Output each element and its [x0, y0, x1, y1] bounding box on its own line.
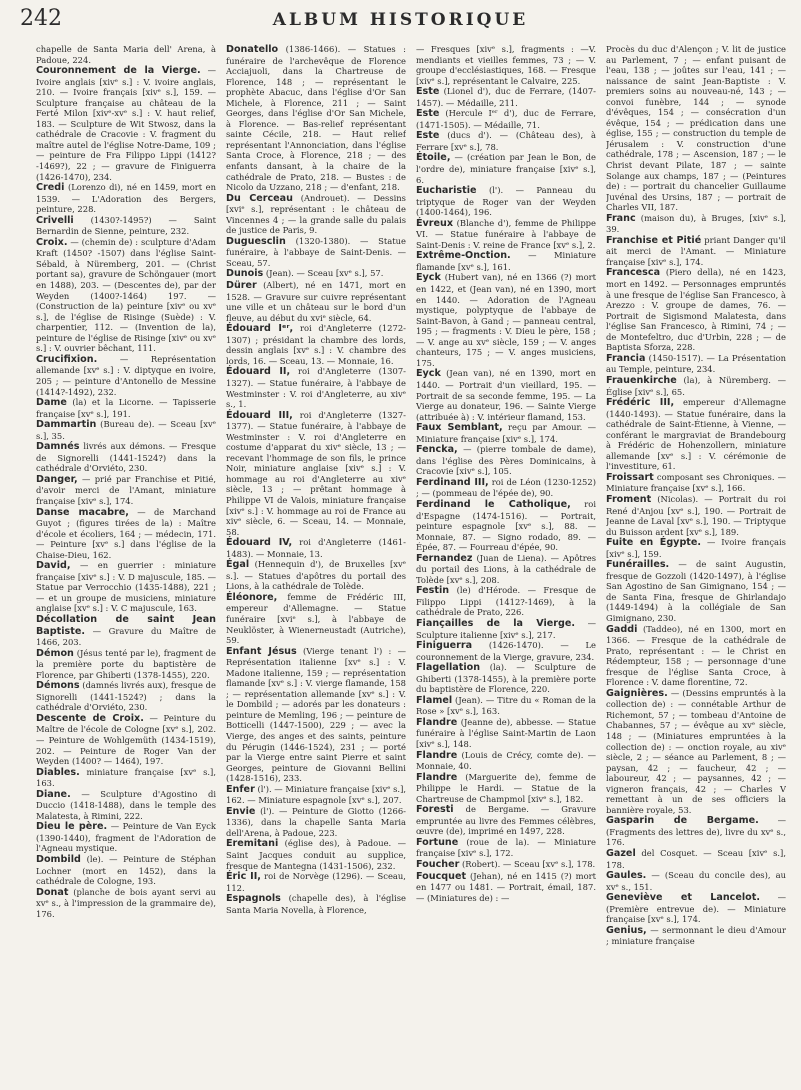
entry-heading: Frédéric III, — [606, 397, 675, 409]
index-entry — [36, 65, 216, 182]
entry-body: (Bureau de). — Sceau [xvᵉ s.], 35. — [36, 419, 216, 441]
entry-body: — prié par Franchise et Pitié, d'avoir merci de l'Amant, miniature française [xivᵉ s.], 174. — [36, 473, 216, 506]
entry-body: roi d'Angleterre (1327-1377). — Statue funéraire, à l'abbaye de Westminster : V. roi d'Angleterre en costume d'apparat du xivᵉ siècle, 13 ; — recevant l'hommage de son fils, le prince Noir, miniature anglaise [xivᵉ s.] : V. hommage au roi d'Angleterre au xivᵉ siècle, 13 ; — prêtant hommage à Philippe VI de Valois, miniature française [xivᵉ s.] : V. hommage au roi de France au xivᵉ siècle, 6. — Sceau, 14. — Monnaie, 58. — [226, 409, 406, 537]
entry-body: (la), à Nüremberg. — Église [xivᵉ s.], 65. — [606, 374, 786, 397]
entry-body: — Gravure du Maître de 1466, 203. — [36, 625, 216, 648]
entry-body: (Piero della), né en 1423, mort en 1492. — Personnages empruntés à une fresque de l'église San Francesco, à Arezzo : V. groupe de dames, 76. — Portrait de Sigismond Malatesta, dans l'église San Francesco, à Rimini, 74 ; — de Montefeltro, duc d'Urbin, 228 ; — de Baptista Sforza, 228. — [606, 267, 786, 353]
index-entry — [606, 925, 786, 947]
entry-heading: Édouard II, — [226, 366, 291, 378]
index-entry — [416, 585, 596, 618]
entry-heading: Gaignières. — [606, 687, 668, 699]
entry-body: (1450-1517). — La Présentation au Temple, peinture, 234. — [606, 352, 786, 375]
entry-body: (la) et la Licorne. — Tapisserie française [xvᵉ s.], 191. — [36, 397, 216, 419]
index-entry — [416, 553, 596, 586]
entry-heading: Damnés — [36, 441, 80, 453]
entry-heading: Eucharistie — [416, 185, 477, 197]
entry-body: (Jésus tenté par le), fragment de la première porte du baptistère de Florence, par Ghiberti (1378-1455), 220. — [36, 647, 216, 680]
index-entry — [36, 419, 216, 441]
index-entry — [226, 44, 406, 193]
index-entry — [416, 640, 596, 662]
entry-body: (Hennequin d'), de Bruxelles [xvᵉ s.]. — Statues d'apôtres du portail des Lions, à la cathédrale de Tolède. — [226, 559, 406, 592]
index-entry — [606, 848, 786, 870]
entry-body: (Juan de Liena). — Apôtres du portail des Lions, à la cathédrale de Tolède [xvᵉ s.], 208. — [416, 552, 596, 585]
entry-body: — (Fragments des lettres de), livre du xvᵉ s., 176. — [606, 815, 786, 848]
index-entry — [416, 152, 596, 185]
entry-heading: Este — [416, 108, 440, 120]
entry-heading: Dieu le père. — [36, 821, 108, 833]
index-entry — [416, 368, 596, 422]
index-entry — [226, 559, 406, 592]
entry-heading: Festin — [416, 585, 450, 597]
entry-heading: Crivelli — [36, 214, 74, 226]
index-entry — [606, 559, 786, 623]
entry-body: — Fresques [xivᵉ s.], fragments : —V. mendiants et vieilles femmes, 73 ; — V. groupe d'ecclésiastiques, 168. — Fresque [xivᵉ s.], représentant le Calvaire, 225. — [416, 44, 596, 86]
entry-body: (le). — Peinture de Stéphan Lochner (mort en 1452), dans la cathédrale de Cologne, 193. — [36, 854, 216, 887]
index-entry — [416, 422, 596, 444]
index-entry — [416, 44, 596, 86]
index-entry — [36, 648, 216, 681]
entry-body: — de saint Augustin, fresque de Gozzoli (1420-1497), à l'église San Agostino de San Gimignano, 154 ; — de Santa Fina, fresque de Ghirlandajo (1449-1494) à la collégiale de San Gimignano, 230. — [606, 559, 786, 623]
index-entry — [606, 688, 786, 816]
index-entry — [606, 397, 786, 472]
index-entry — [226, 646, 406, 784]
entry-heading: Eyck — [416, 272, 441, 284]
entry-heading: Credi — [36, 182, 65, 194]
entry-body: — (Dessins empruntés à la collection de) : — connétable Arthur de Richemont, 57 ; — tombeau d'Antoine de Chabannes, 57 ; — évêque au xvᵉ siècle, 148 ; — (Miniatures empruntées à la collection de) : — onction royale, au xivᵉ siècle, 2 ; — séance au Parlement, 8 ; — paysan, 42 ; — faucheur, 42 ; — laboureur, 42 ; — paysannes, 42 ; — vigneron français, 42 ; — Charles V remettant à un de ses officiers la bannière royale, 53. — [606, 687, 786, 815]
entry-heading: Froment — [606, 493, 652, 505]
entry-heading: Franchise et Pitié — [606, 234, 702, 246]
entry-body: (ducs d'). — (Château des), à Ferrare [xvᵉ s.], 78. — [416, 130, 596, 152]
entry-heading: Enfant Jésus — [226, 645, 297, 657]
entry-heading: Danger, — [36, 473, 78, 485]
entry-heading: Eremitani — [226, 838, 279, 850]
index-entry — [606, 537, 786, 559]
index-entry — [416, 717, 596, 750]
entry-body: (l'). — Miniature française [xivᵉ s.], 162. — Miniature espagnole [xvᵉ s.], 207. — [226, 783, 406, 806]
index-column-2 — [226, 44, 406, 1084]
index-entry — [606, 472, 786, 494]
index-entry — [416, 86, 596, 108]
entry-body: (église des), à Padoue. — Saint Jacques conduit au supplice, fresque de Mantegna (1431-1506), 232. — [226, 838, 406, 871]
entry-body: livrés aux démons. — Fresque de Signorelli (1441-1524?) dans la cathédrale d'Orviéto, 230. — [36, 441, 216, 474]
entry-body: — (Sceau du concile des), au xvᵉ s., 151. — [606, 870, 786, 892]
entry-heading: Francesca — [606, 267, 661, 279]
entry-heading: Este — [416, 86, 440, 98]
entry-heading: Flandre — [416, 771, 458, 783]
entry-heading: Descente de Croix. — [36, 712, 144, 724]
entry-body: (Jean). — Sceau [xvᵉ s.], 57. — [265, 268, 384, 279]
entry-body: (Jean van), né en 1390, mort en 1440. — Portrait d'un vieillard, 195. — Portrait de sa seconde femme, 195. — La Vierge au donateur, 196. — Sainte Vierge (attribuée à) : V. intérieur flamand, 153. — [416, 368, 596, 422]
index-entry — [606, 267, 786, 352]
entry-body: — (pierre tombale de dame), dans l'église des Pères Dominicains, à Cracovie [xivᵉ s.], 105. — [416, 444, 596, 477]
entry-heading: Envie — [226, 805, 256, 817]
index-entry — [36, 614, 216, 648]
entry-body: priant Danger qu'il ait merci de l'Amant. — Miniature française [xivᵉ s.], 174. — [606, 234, 786, 267]
index-entry — [36, 441, 216, 474]
entry-heading: Dunois — [226, 268, 264, 280]
entry-body: (1386-1466). — Statues : funéraire de l'archevêque de Florence Acciajuoli, dans la Chartreuse de Florence, 148 ; — représentant le prophète Abacuc, dans l'église d'Or San Michele, à Florence, 211 ; — Saint Georges, dans l'église d'Or San Michele, à Florence. — Bas-relief représentant sainte Cécile, 218. — Haut relief représentant l'Annonciation, dans l'église Santa Croce, à Florence, 218 ; — des enfants dansant, à la chaire de la cathédrale de Prato, 218. — Bustes : de Nicolo da Uzzano, 218 ; — d'enfant, 218. — [226, 44, 406, 193]
entry-body: — Miniature flamande [xvᵉ s.], 161. — [416, 250, 596, 272]
index-entry — [36, 237, 216, 354]
entry-body: (le) d'Hérode. — Fresque de Filippo Lippi (1412?-1469), à la cathédrale de Prato, 226. — [416, 585, 596, 618]
entry-heading: Démons — [36, 680, 80, 692]
index-entry — [606, 815, 786, 848]
entry-body: roi d'Angleterre (1272-1307) ; présidant la chambre des lords, dessin anglais [xvᵉ s.] : V. chambre des lords, 16. — Sceau, 13. — Monnaie, 16. — [226, 323, 406, 366]
entry-heading: Fencka, — [416, 444, 458, 456]
entry-body: (l'). — Peinture de Giotto (1266-1336), dans la chapelle Santa Maria dell'Arena, à Padoue, 223. — [226, 805, 406, 838]
entry-heading: Édouard Iᵉʳ, — [226, 323, 294, 335]
index-entry — [226, 806, 406, 839]
index-entry — [416, 859, 596, 871]
entry-heading: Foucher — [416, 859, 460, 871]
entry-body: (Hubert van), né en 1366 (?) mort en 1422, et (Jean van), né en 1390, mort en 1440. — Adoration de l'Agneau mystique, polyptyque de l'abbaye de Saint-Bavon, à Gand ; — panneau central, 195 ; — fragments : V. Dieu le père, 158 ; — V. ange au xvᵉ siècle, 159 ; — V. anges chanteurs, 175 ; — V. anges musiciens, 175. — [416, 272, 596, 368]
index-column-1 — [36, 44, 216, 1084]
entry-heading: Éléonore, — [226, 591, 278, 603]
entry-heading: Fiançailles de la Vierge. — [416, 617, 576, 629]
entry-body: — Ivoire français [xivᵉ s.], 159. — [606, 537, 786, 559]
index-entry — [36, 789, 216, 822]
entry-body: — (Première entrevue de). — Miniature française [xvᵉ s.], 174. — [606, 892, 786, 925]
entry-body: roi d'Angleterre (1461-1483). — Monnaie, 13. — [226, 537, 406, 559]
entry-heading: Évreux — [416, 217, 454, 229]
entry-body: (1426-1470). — Le couronnement de la Vierge, gravure, 234. — [416, 640, 596, 662]
entry-body: (Robert). — Sceau [xvᵉ s.], 178. — [462, 859, 596, 870]
entry-body: (la). — Sculpture de Ghiberti (1378-1455), à la première porte du baptistère de Florence, 220. — [416, 662, 596, 695]
entry-body: (chapelle des), à l'église Santa Maria Novella, à Florence, — [226, 893, 406, 915]
entry-heading: Espagnols — [226, 893, 281, 905]
entry-body: de Bergame. — Gravure empruntée au livre des Femmes célèbres, œuvre (de), imprimé en 1497, 228. — [416, 804, 596, 837]
entry-body: (Marguerite de), femme de Philippe le Hardi. — Statue de la Chartreuse de Champmol [xivᵉ s.], 182. — [416, 771, 596, 804]
entry-heading: Gasparin de Bergame. — [606, 815, 759, 827]
entry-heading: Dammartin — [36, 419, 97, 431]
index-entry — [606, 213, 786, 235]
index-entry — [36, 821, 216, 854]
index-entry — [606, 892, 786, 925]
entry-body: (Albert), né en 1471, mort en 1528. — Gravure sur cuivre représentant une ville et un château sur le bord d'un fleuve, au début du xviᵉ siècle, 64. — [226, 280, 406, 323]
entry-heading: Flamel — [416, 694, 453, 706]
index-entry — [36, 887, 216, 920]
index-entry — [416, 804, 596, 837]
entry-body: (maison du), à Bruges, [xivᵉ s.], 39. — [606, 212, 786, 235]
index-column-4 — [606, 44, 786, 1084]
entry-body: roi d'Angleterre (1307-1327). — Statue funéraire, à l'abbaye de Westminster : V. roi d'Angleterre, au xivᵉ s., 1. — [226, 366, 406, 410]
index-entry — [226, 268, 406, 280]
index-entry — [36, 507, 216, 561]
entry-body: (damnés livrés aux), fresque de Signorelli (1441-1524?) ; dans la cathédrale d'Orviéto, 230. — [36, 680, 216, 713]
entry-heading: Franc — [606, 212, 636, 224]
entry-heading: Décollation de saint Jean Baptiste. — [36, 613, 216, 637]
entry-heading: Faux Semblant, — [416, 422, 503, 434]
entry-body: (Lionel d'), duc de Ferrare, (1407-1457). — Médaille, 211. — [416, 86, 596, 108]
index-entry — [606, 870, 786, 892]
entry-body: (Jean). — Titre du « Roman de la Rose » [xvᵉ s.], 163. — [416, 694, 596, 717]
entry-body: (Taddeo), né en 1300, mort en 1366. — Fresque de la cathédrale de Prato, représentant : — le Christ en Rédempteur, 158 ; — personnage d'une fresque de l'église Santa Croce, à Florence : V. dame florentine, 72. — [606, 623, 786, 688]
entry-heading: Ferdinand III, — [416, 476, 489, 488]
index-entry — [36, 713, 216, 767]
entry-body: miniature française [xvᵉ s.], 163. — [36, 766, 216, 789]
entry-heading: Funérailles. — [606, 559, 670, 571]
index-entry — [226, 236, 406, 269]
entry-heading: David, — [36, 560, 71, 572]
index-entry — [36, 560, 216, 614]
index-entry — [416, 250, 596, 272]
index-entry — [226, 410, 406, 538]
page-number: 242 — [20, 6, 62, 31]
index-entry — [36, 854, 216, 887]
entry-heading: Couronnement de la Vierge. — [36, 65, 201, 77]
entry-heading: Dame — [36, 397, 67, 409]
index-entry — [606, 375, 786, 397]
entry-body: — Peinture de Van Eyck (1390-1440), fragment de l'Adoration de l'Agneau mystique. — [36, 821, 216, 854]
entry-body: reçu par Amour. — Miniature française [xivᵉ s.], 174. — [416, 422, 596, 444]
entry-body: (Lorenzo di), né en 1459, mort en 1539. — L'Adoration des Bergers, peinture, 228. — [36, 182, 216, 215]
entry-body: (roue de la). — Miniature française [xivᵉ s.], 172. — [416, 836, 596, 859]
index-entry — [416, 695, 596, 717]
entry-body: (Hercule Iᵉʳ d'), duc de Ferrare, (1471-1505). — Médaille, 71. — [416, 108, 596, 130]
entry-body: (Androuet). — Dessins [xviᵉ s.], représentant : le château de Vincennes 4 ; — la grande salle du palais de justice de Paris, 9. — [226, 192, 406, 236]
index-entry — [416, 499, 596, 553]
entry-heading: Gaules. — [606, 870, 647, 882]
index-entry — [416, 108, 596, 130]
entry-heading: Danse macabre, — [36, 506, 129, 518]
index-entry — [226, 366, 406, 409]
index-entry — [606, 353, 786, 375]
entry-heading: Démon — [36, 647, 74, 659]
entry-heading: Enfer — [226, 783, 255, 795]
entry-heading: Fernandez — [416, 552, 473, 564]
entry-heading: Dombild — [36, 854, 81, 866]
entry-body: empereur d'Allemagne (1440-1493). — Statue funéraire, dans la cathédrale de Saint-Étienne, à Vienne, — conférant le margraviat de Brandebourg à Frédéric de Hohenzollern, miniature allemande [xvᵉ s.] : V. cérémonie de l'investiture, 61. — [606, 397, 786, 472]
entry-heading: Donat — [36, 886, 69, 898]
entry-body: (1430?-1495?) — Saint Bernardin de Sienne, peinture, 232. — [36, 214, 216, 237]
index-entry — [36, 680, 216, 713]
index-entry — [36, 354, 216, 397]
entry-body: roi d'Espagne (1474-1516). — Portrait, peinture espagnole [xvᵉ s.], 88. — Monnaie, 87. — Signo rodado, 89. — Épée, 87. — Fourreau d'épée, 90. — [416, 498, 596, 553]
entry-heading: Gazel — [606, 848, 636, 860]
index-entry — [416, 618, 596, 640]
entry-body: — Sculpture d'Agostino di Duccio (1418-1488), dans le temple des Malatesta, à Rimini, 222. — [36, 788, 216, 821]
index-entry — [416, 272, 596, 368]
entry-body: roi de Léon (1230-1252) ; — (pommeau de l'épée de), 90. — [416, 476, 596, 499]
entry-body: composant ses Chroniques. — Miniature française [xvᵉ s.], 166. — [606, 471, 786, 494]
entry-body: — Sculpture italienne [xivᵉ s.], 217. — [416, 617, 596, 640]
entry-heading: Diables. — [36, 766, 80, 778]
entry-body: — Peinture du Maître de l'école de Cologne [xvᵉ s.], 202. — Peinture de Wohlgemüth (1434-1519), 202. — Peinture de Roger Van der Weyden (1400? — 1464), 197. — [36, 712, 216, 767]
entry-heading: Diane. — [36, 788, 71, 800]
entry-heading: Donatello — [226, 44, 279, 55]
entry-body: — sermonnant le dieu d'Amour ; miniature française — [606, 924, 786, 947]
index-entry — [226, 784, 406, 806]
index-entry — [416, 444, 596, 477]
entry-body: (l'). — Panneau du triptyque de Roger van der Weyden (1400-1464), 196. — [416, 185, 596, 218]
entry-body: (Vierge tenant l') : — Représentation italienne [xvᵉ s.] : V. Madone italienne, 159 ; — représentation flamande [xvᵉ s.] : V. vierge flamande, 158 ; — représentation allemande [xvᵉ s.] : V. le Dombild ; — adorés par les donateurs : peinture de Memling, 196 ; — peinture de Botticelli (1447-1500), 229 ; — avec la Vierge, des anges et des saints, peinture du Pérugin (1446-1524), 231 ; — porté par la Vierge entre saint Pierre et saint Georges, peinture de Giovanni Bellini (1428-1516), 233. — [226, 645, 406, 784]
index-entry — [226, 592, 406, 646]
entry-heading: Flandre — [416, 716, 458, 728]
entry-heading: Ferdinand le Catholique, — [416, 498, 571, 510]
entry-body: (Nicolas). — Portrait du roi René d'Anjou [xvᵉ s.], 190. — Portrait de Jeanne de Laval [xvᵉ s.], 190. — Triptyque du Buisson ardent [xvᵉ s.], 189. — [606, 493, 786, 537]
entry-body: (Jeanne de), abbesse. — Statue funéraire à l'église Saint-Martin de Laon [xivᵉ s.], 148. — [416, 716, 596, 749]
entry-heading: Éric II, — [226, 871, 261, 883]
entry-heading: Frauenkirche — [606, 374, 677, 386]
index-entry — [606, 235, 786, 268]
index-entry — [606, 624, 786, 688]
index-entry — [416, 218, 596, 251]
index-entry — [226, 537, 406, 559]
entry-heading: Dürer — [226, 280, 257, 292]
index-entry — [416, 750, 596, 772]
page-header — [0, 0, 801, 40]
entry-body: (1320-1380). — Statue funéraire, à l'abbaye de Saint-Denis. — Sceau, 57. — [226, 235, 406, 268]
entry-heading: Este — [416, 130, 440, 142]
index-entry — [36, 397, 216, 419]
entry-heading: Eyck — [416, 368, 441, 380]
index-entry — [36, 44, 216, 65]
entry-body: (Blanche d'), femme de Philippe VI. — Statue funéraire à l'abbaye de Saint-Denis : V. reine de France [xvᵉ s.], 2. — [416, 217, 596, 250]
entry-body: — Représentation allemande [xvᵉ s.] : V. diptyque en ivoire, 205 ; — peinture d'Antonello de Messine (1414?-1492), 232. — [36, 353, 216, 397]
running-title: ALBUM HISTORIQUE — [272, 10, 529, 30]
entry-heading: Du Cerceau — [226, 192, 293, 204]
entry-heading: Fortune — [416, 836, 459, 848]
index-entry — [36, 215, 216, 237]
entry-heading: Froissart — [606, 471, 654, 483]
index-entry — [36, 767, 216, 789]
entry-body: — de Marchand Guyot ; (figures tirées de la) : Maître d'école et écoliers, 164 ; — médecin, 171. — Peinture [xvᵉ s.] dans l'église de la Chaise-Dieu, 162. — [36, 506, 216, 560]
index-entry — [606, 44, 786, 213]
entry-body: (Louis de Crécy, comte de). — Monnaie, 40. — [416, 749, 596, 772]
entry-body: — (chemin de) : sculpture d'Adam Kraft (1450? -1507) dans l'église Saint-Sébald, à Nüremberg, 201. — (Christ portant sa), gravure de Schöngauer (mort en 1488), 203. — (Descentes de), par der Weyden (1400?-1464) 197. — (Construction de la) peinture [xivᵉ ou xvᵉ s.], de l'église de Risinge (Suède) : V. charpentier, 112. — (Invention de la), peinture de l'église de Risinge [xivᵉ ou xvᵉ s.] : V. ouvrier bêchant, 111. — [36, 236, 216, 354]
entry-heading: Francia — [606, 352, 646, 364]
entry-body: (planche de bois ayant servi au xvᵉ s., à l'impression de la grammaire de), 176. — [36, 886, 216, 919]
index-columns — [36, 44, 788, 1084]
entry-body: — (création par Jean le Bon, de l'ordre de), miniature française [xivᵉ s.], 6. — [416, 152, 596, 185]
index-entry — [226, 871, 406, 893]
entry-heading: Foucquet — [416, 870, 467, 882]
index-entry — [36, 474, 216, 507]
index-entry — [416, 662, 596, 695]
entry-heading: Flandre — [416, 749, 458, 761]
entry-heading: Croix. — [36, 236, 68, 248]
entry-heading: Foresti — [416, 804, 454, 816]
entry-heading: Crucifixion. — [36, 353, 98, 365]
entry-body: del Cosquet. — Sceau [xivᵉ s.], 178. — [606, 848, 786, 870]
entry-body: (Jehan), né en 1415 (?) mort en 1477 ou 1481. — Portrait, émail, 187. — (Miniatures de) : — — [416, 870, 596, 903]
index-column-3 — [416, 44, 596, 1084]
entry-heading: Geneviève et Lancelot. — [606, 892, 760, 904]
index-entry — [416, 477, 596, 499]
entry-heading: Étoile, — [416, 152, 451, 164]
entry-heading: Extrême-Onction. — [416, 250, 511, 262]
index-entry — [416, 185, 596, 218]
index-entry — [226, 280, 406, 323]
index-entry — [36, 182, 216, 215]
index-entry — [416, 837, 596, 859]
index-entry — [226, 193, 406, 236]
entry-body: — Ivoire anglais [xivᵉ s.] : V. ivoire anglais, 210. — Ivoire français [xivᵉ s.], 159. — Sculpture française au château de la Ferté Milon [xivᵉ-xvᵉ s.] : V. haut relief, 183. — Sculpture de Wit Stwosz, dans la cathédrale de Cracovie : V. fragment du maître autel de l'église Notre-Dame, 109 ; — peinture de Fra Filippo Lippi (1412?-1469?), 22 ; — gravure de Finiguerra (1426-1470), 234. — [36, 65, 216, 182]
index-entry — [416, 772, 596, 805]
entry-heading: Édouard III, — [226, 409, 293, 421]
entry-heading: Genius, — [606, 924, 647, 936]
entry-heading: Égal — [226, 559, 250, 571]
entry-heading: Flagellation — [416, 662, 481, 674]
index-entry — [226, 323, 406, 366]
index-entry — [416, 130, 596, 152]
entry-body: Procès du duc d'Alençon ; V. lit de justice au Parlement, 7 ; — enfant puisant de l'eau, 138 ; — joûtes sur l'eau, 141 ; — naissance de saint Jean-Baptiste : V. premiers soins au nouveau-né, 143 ; — convoi funèbre, 144 ; — synode d'évêques, 154 ; — consécration d'un évêque, 154 ; — prédication dans une église, 155 ; — construction du temple de Jérusalem : V. construction d'une cathédrale, 178 ; — Ascension, 187 ; — le Christ devant Pilate, 187 ; — sainte Solange aux champs, 187 ; — (Peintures de) : — portrait du chancelier Guillaume Juvénal des Ursins, 187 ; — portrait de Charles VII, 187. — [606, 44, 786, 213]
index-entry — [226, 893, 406, 915]
entry-heading: Finiguerra — [416, 640, 473, 652]
entry-body: — en guerrier : miniature française [xivᵉ s.] : V. D majuscule, 185. — Statue par Verrocchio (1435-1488), 221 ; — et un groupe de musiciens, miniature anglaise [xvᵉ s.] : V. C majuscule, 163. — [36, 560, 216, 614]
index-entry — [416, 871, 596, 904]
entry-heading: Gaddi — [606, 623, 638, 635]
index-entry — [606, 494, 786, 537]
entry-heading: Fuite en Égypte. — [606, 537, 702, 549]
entry-body: femme de Frédéric III, empereur d'Allemagne. — Statue funéraire [xviᵉ s.], à l'abbaye de Neuklöster, à Wienerneustadt (Autriche), 59. — [226, 591, 406, 646]
entry-heading: Duguesclin — [226, 235, 286, 247]
entry-body: chapelle de Santa Maria dell' Arena, à Padoue, 224. — [36, 44, 216, 65]
entry-body: roi de Norvège (1296). — Sceau, 112. — [226, 871, 406, 893]
entry-heading: Édouard IV, — [226, 537, 293, 549]
index-entry — [226, 838, 406, 871]
